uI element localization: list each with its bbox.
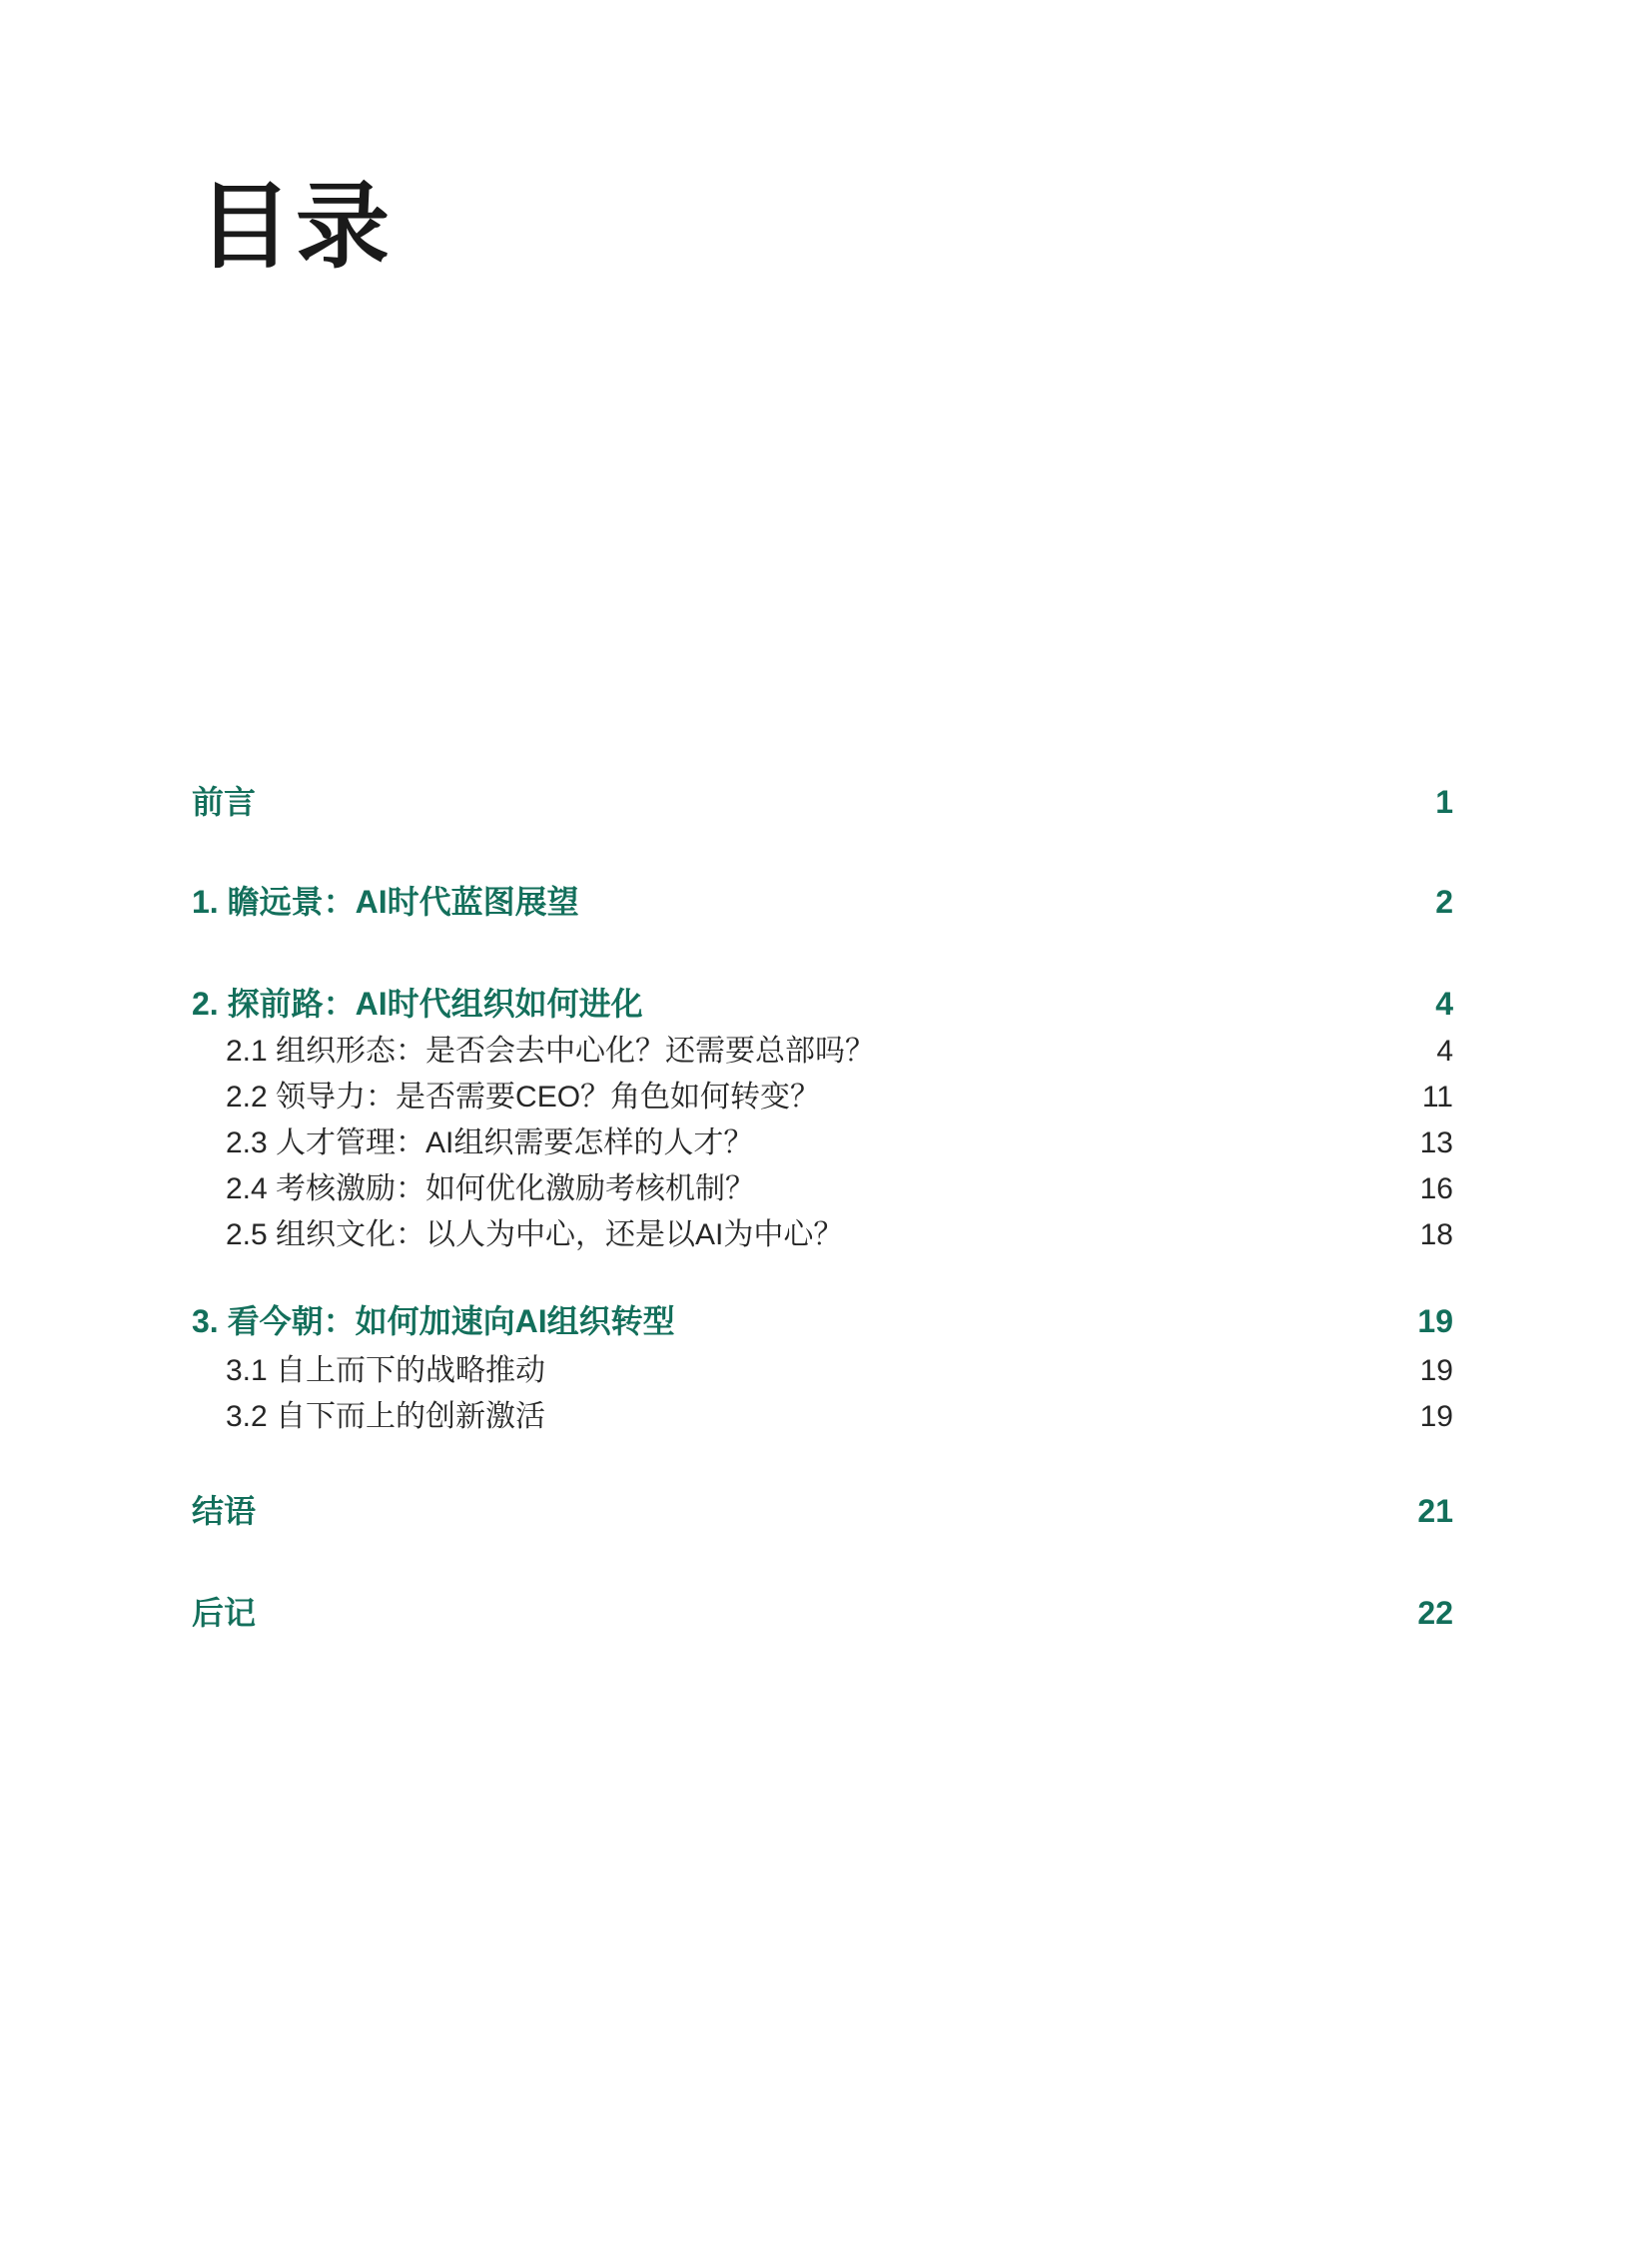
toc-entry-page: 11 <box>1421 1081 1453 1114</box>
toc-entry-label: 1. 瞻远景：AI时代蓝图展望 <box>192 884 579 920</box>
toc-entry-page: 19 <box>1417 1303 1453 1339</box>
toc-entry-label: 后记 <box>192 1595 257 1631</box>
toc-entry-label: 2. 探前路：AI时代组织如何进化 <box>192 986 643 1022</box>
toc-entry-label: 2.5 组织文化：以人为中心，还是以AI为中心？ <box>226 1218 844 1251</box>
toc-entry-label: 2.4 考核激励：如何优化激励考核机制？ <box>226 1172 756 1205</box>
toc-entry-page: 19 <box>1419 1354 1453 1387</box>
toc-entry-page: 1 <box>1435 784 1453 820</box>
toc-entry-section-1[interactable] <box>192 879 1453 925</box>
toc-entry-section-2-1[interactable] <box>192 1029 1453 1075</box>
toc-entry-qianyan[interactable] <box>192 779 1453 825</box>
toc-entry-label: 前言 <box>192 784 257 820</box>
toc-entry-section-3-1[interactable] <box>192 1348 1453 1394</box>
toc-entry-section-2[interactable] <box>192 981 1453 1027</box>
toc-entry-page: 19 <box>1419 1400 1453 1433</box>
toc-entry-houji[interactable] <box>192 1590 1453 1636</box>
toc-entry-page: 13 <box>1419 1126 1453 1159</box>
toc-entry-label: 3.2 自下而上的创新激活 <box>226 1400 546 1433</box>
toc-entry-section-2-5[interactable] <box>192 1212 1453 1258</box>
toc-entry-section-2-3[interactable] <box>192 1120 1453 1166</box>
toc-entry-label: 2.3 人才管理：AI组织需要怎样的人才？ <box>226 1126 754 1159</box>
toc-entry-section-2-2[interactable] <box>192 1075 1453 1120</box>
toc-entry-page: 22 <box>1417 1595 1453 1631</box>
toc-entry-section-3-2[interactable] <box>192 1394 1453 1440</box>
toc-entry-label: 3.1 自上而下的战略推动 <box>226 1354 546 1387</box>
toc-entry-page: 2 <box>1435 884 1453 920</box>
toc-entry-label: 3. 看今朝：如何加速向AI组织转型 <box>192 1303 675 1339</box>
toc-entry-page: 18 <box>1419 1218 1453 1251</box>
toc-entry-page: 16 <box>1419 1172 1453 1205</box>
toc-entry-section-3[interactable] <box>192 1298 1453 1344</box>
toc-entry-section-2-4[interactable] <box>192 1166 1453 1212</box>
toc-entry-page: 21 <box>1417 1493 1453 1529</box>
toc-entry-jieyu[interactable] <box>192 1488 1453 1534</box>
toc-entry-page: 4 <box>1436 1035 1453 1068</box>
page-title: 目录 <box>198 176 395 280</box>
toc-entry-label: 2.1 组织形态：是否会去中心化？还需要总部吗？ <box>226 1035 876 1068</box>
toc-entry-page: 4 <box>1435 986 1453 1022</box>
toc-entry-label: 2.2 领导力：是否需要CEO？角色如何转变？ <box>226 1081 821 1114</box>
toc-entry-label: 结语 <box>192 1493 257 1529</box>
